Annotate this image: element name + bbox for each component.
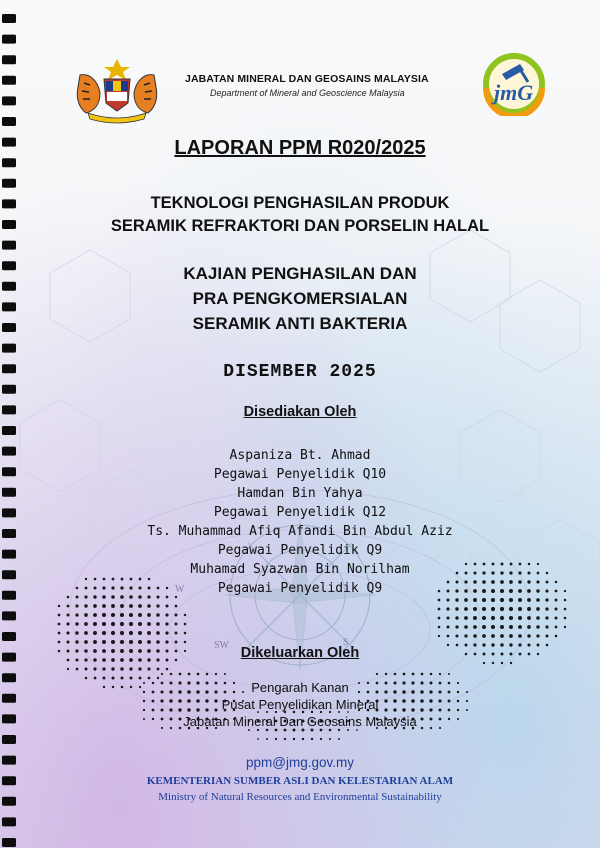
halftone-dot — [58, 623, 61, 626]
halftone-dot — [518, 598, 522, 602]
subtitle-line-3: SERAMIK ANTI BAKTERIA — [192, 314, 408, 333]
halftone-dot — [518, 616, 522, 620]
halftone-dot — [473, 634, 477, 638]
halftone-dot — [275, 729, 278, 732]
halftone-dot — [93, 640, 97, 644]
title-line-1: TEKNOLOGI PENGHASILAN PRODUK — [150, 194, 450, 212]
halftone-dot — [138, 622, 142, 626]
ministry-name-english: Ministry of Natural Resources and Environmental Sustainability — [158, 791, 442, 803]
halftone-dot — [491, 598, 495, 602]
halftone-dot — [438, 599, 441, 602]
halftone-dot — [338, 738, 340, 740]
halftone-dot — [85, 668, 88, 671]
halftone-dot — [302, 738, 304, 740]
halftone-dot — [356, 729, 358, 731]
halftone-dot — [206, 673, 209, 676]
issuer-title: Pengarah Kanan — [251, 680, 349, 695]
halftone-dot — [536, 598, 540, 602]
halftone-dot — [518, 625, 522, 629]
halftone-dot — [482, 598, 486, 602]
halftone-dot — [275, 738, 277, 740]
halftone-dot — [165, 622, 168, 625]
halftone-dot — [482, 616, 486, 620]
halftone-dot — [85, 578, 87, 580]
halftone-dot — [111, 613, 115, 617]
halftone-dot — [311, 738, 313, 740]
halftone-dot — [93, 631, 97, 635]
binding-hole — [2, 241, 16, 250]
halftone-dot — [147, 631, 151, 635]
halftone-dot — [175, 632, 178, 635]
halftone-dot — [447, 626, 450, 629]
halftone-dot — [284, 738, 286, 740]
halftone-dot — [102, 667, 105, 670]
halftone-dot — [66, 613, 69, 616]
halftone-dot — [94, 677, 97, 680]
issuer-department: Jabatan Mineral Dan Geosains Malaysia — [183, 714, 417, 729]
halftone-dot — [156, 622, 160, 626]
halftone-dot — [148, 677, 151, 680]
binding-hole — [2, 117, 16, 126]
halftone-dot — [527, 598, 531, 602]
halftone-dot — [139, 578, 142, 581]
binding-hole — [2, 385, 16, 394]
halftone-dot — [527, 625, 531, 629]
halftone-dot — [75, 640, 78, 643]
halftone-dot — [112, 578, 115, 581]
halftone-dot — [320, 729, 323, 732]
halftone-dot — [147, 640, 151, 644]
halftone-dot — [394, 673, 397, 676]
halftone-dot — [58, 605, 60, 607]
halftone-dot — [438, 617, 441, 620]
halftone-dot — [165, 613, 168, 616]
halftone-dot — [75, 622, 78, 625]
halftone-dot — [464, 598, 468, 602]
halftone-dot — [257, 738, 259, 740]
halftone-dot — [536, 607, 540, 611]
halftone-dot — [170, 673, 173, 676]
halftone-dot — [147, 667, 150, 670]
halftone-dot — [84, 640, 88, 644]
halftone-dot — [67, 605, 70, 608]
halftone-dot — [545, 598, 548, 601]
halftone-dot — [555, 608, 558, 611]
halftone-dot — [166, 668, 169, 671]
halftone-dot — [545, 616, 548, 619]
halftone-dot — [455, 625, 458, 628]
halftone-dot — [138, 604, 142, 608]
halftone-dot — [376, 673, 378, 675]
halftone-dot — [166, 596, 169, 599]
halftone-dot — [555, 626, 558, 629]
halftone-dot — [84, 622, 88, 626]
halftone-dot — [147, 613, 151, 617]
halftone-dot — [464, 634, 467, 637]
halftone-dot — [491, 625, 495, 629]
halftone-dot — [509, 607, 513, 611]
halftone-dot — [500, 607, 504, 611]
binding-hole — [2, 96, 16, 105]
halftone-dot — [338, 729, 340, 731]
halftone-dot — [446, 607, 449, 610]
halftone-dot — [129, 631, 133, 635]
binding-hole — [2, 55, 16, 64]
halftone-dot — [102, 640, 106, 644]
jmg-logo-text: jmG — [494, 80, 534, 105]
halftone-dot — [455, 616, 458, 619]
halftone-dot — [188, 673, 191, 676]
halftone-dot — [130, 578, 133, 581]
halftone-dot — [84, 604, 87, 607]
halftone-dot — [197, 673, 200, 676]
halftone-dot — [111, 667, 114, 670]
halftone-dot — [175, 605, 178, 608]
binding-hole — [2, 14, 16, 23]
binding-hole — [2, 426, 16, 435]
halftone-dot — [527, 634, 530, 637]
halftone-dot — [156, 631, 160, 635]
halftone-dot — [66, 622, 69, 625]
halftone-dot — [93, 613, 97, 617]
report-number: LAPORAN PPM R020/2025 — [174, 137, 426, 159]
binding-hole — [2, 344, 16, 353]
halftone-dot — [138, 631, 142, 635]
halftone-dot — [75, 613, 78, 616]
halftone-dot — [129, 667, 132, 670]
halftone-dot — [157, 677, 159, 679]
halftone-dot — [509, 598, 513, 602]
halftone-dot — [93, 667, 96, 670]
compass-label-sw: SW — [214, 640, 229, 651]
halftone-dot — [138, 667, 141, 670]
halftone-dot — [138, 613, 142, 617]
halftone-dot — [184, 614, 186, 616]
halftone-dot — [455, 634, 458, 637]
binding-hole — [2, 35, 16, 44]
binding-hole — [2, 817, 16, 826]
halftone-dot — [248, 729, 250, 731]
halftone-dot — [509, 616, 513, 620]
halftone-dot — [536, 616, 540, 620]
halftone-dot — [102, 604, 106, 608]
subtitle-line-1: KAJIAN PENGHASILAN DAN — [183, 264, 417, 283]
halftone-dot — [111, 622, 115, 626]
halftone-dot — [473, 607, 477, 611]
halftone-dot — [491, 607, 495, 611]
halftone-dot — [482, 634, 486, 638]
halftone-dot — [93, 622, 97, 626]
ministry-name-malay: KEMENTERIAN SUMBER ASLI DAN KELESTARIAN ALAM — [146, 775, 454, 787]
halftone-dot — [103, 677, 106, 680]
halftone-dot — [412, 673, 415, 676]
halftone-dot — [421, 673, 424, 676]
halftone-dot — [527, 616, 531, 620]
binding-hole — [2, 179, 16, 188]
halftone-dot — [111, 640, 115, 644]
halftone-dot — [148, 578, 151, 581]
halftone-dot — [66, 640, 69, 643]
issuer-centre: Pusat Penyelidikan Mineral — [221, 697, 379, 712]
halftone-dot — [58, 641, 61, 644]
halftone-dot — [129, 640, 133, 644]
halftone-dot — [501, 662, 503, 664]
prepared-by-heading: Disediakan Oleh — [243, 404, 357, 420]
halftone-dot — [175, 641, 178, 644]
halftone-dot — [139, 677, 142, 680]
halftone-dot — [120, 667, 123, 670]
halftone-dot — [545, 607, 548, 610]
halftone-dot — [120, 622, 124, 626]
halftone-dot — [430, 673, 433, 676]
halftone-dot — [555, 635, 558, 638]
halftone-dot — [103, 578, 106, 581]
halftone-dot — [165, 604, 168, 607]
halftone-dot — [184, 632, 187, 635]
halftone-dot — [510, 662, 512, 664]
halftone-dot — [555, 617, 558, 620]
halftone-dot — [500, 634, 504, 638]
halftone-dot — [446, 616, 449, 619]
halftone-dot — [455, 607, 458, 610]
contact-email: ppm@jmg.gov.my — [246, 755, 354, 770]
halftone-dot — [500, 598, 504, 602]
halftone-dot — [555, 599, 558, 602]
halftone-dot — [482, 625, 486, 629]
subtitle-line-2: PRA PENGKOMERSIALAN — [192, 289, 408, 308]
halftone-dot — [120, 604, 124, 608]
author-name: Hamdan Bin Yahya — [237, 486, 363, 501]
halftone-dot — [147, 622, 151, 626]
halftone-dot — [473, 598, 477, 602]
halftone-dot — [464, 607, 468, 611]
halftone-dot — [157, 668, 160, 671]
binding-hole — [2, 611, 16, 620]
halftone-dot — [184, 641, 187, 644]
halftone-dot — [545, 625, 548, 628]
jmg-logo-icon — [476, 52, 556, 116]
halftone-dot — [129, 604, 133, 608]
halftone-dot — [492, 662, 494, 664]
halftone-dot — [138, 640, 142, 644]
halftone-dot — [111, 631, 115, 635]
halftone-dot — [94, 578, 97, 581]
halftone-dot — [175, 596, 177, 598]
halftone-dot — [215, 673, 217, 675]
halftone-dot — [564, 599, 567, 602]
author-title: Pegawai Penyelidik Q10 — [213, 467, 387, 482]
halftone-dot — [76, 668, 79, 671]
halftone-dot — [491, 634, 495, 638]
author-title: Pegawai Penyelidik Q9 — [217, 581, 383, 596]
halftone-dot — [293, 738, 295, 740]
halftone-dot — [329, 738, 331, 740]
halftone-dot — [473, 616, 477, 620]
issued-by-heading: Dikeluarkan Oleh — [240, 645, 360, 661]
halftone-dot — [527, 607, 531, 611]
halftone-dot — [58, 632, 61, 635]
halftone-dot — [564, 608, 567, 611]
halftone-dot — [175, 623, 178, 626]
halftone-dot — [66, 631, 69, 634]
author-name: Muhamad Syazwan Bin Norilham — [190, 562, 410, 577]
halftone-dot — [509, 634, 513, 638]
halftone-dot — [564, 626, 566, 628]
halftone-dot — [320, 738, 322, 740]
binding-hole — [2, 838, 16, 847]
halftone-dot — [518, 607, 522, 611]
agency-name-english: Department of Mineral and Geoscience Malaysia — [210, 88, 405, 98]
halftone-dot — [438, 626, 441, 629]
halftone-dot — [84, 631, 88, 635]
halftone-dot — [439, 673, 441, 675]
halftone-dot — [111, 604, 115, 608]
halftone-dot — [120, 640, 124, 644]
agency-name-malay: JABATAN MINERAL DAN GEOSAINS MALAYSIA — [185, 73, 429, 85]
halftone-dot — [161, 673, 163, 675]
halftone-dot — [156, 604, 159, 607]
report-date: DISEMBER 2025 — [223, 362, 377, 382]
author-title: Pegawai Penyelidik Q12 — [213, 505, 387, 520]
halftone-dot — [347, 729, 349, 731]
binding-hole — [2, 76, 16, 85]
halftone-dot — [482, 607, 486, 611]
halftone-dot — [500, 616, 504, 620]
halftone-dot — [147, 604, 151, 608]
halftone-dot — [175, 614, 178, 617]
halftone-dot — [102, 631, 106, 635]
halftone-dot — [491, 616, 495, 620]
halftone-dot — [500, 625, 504, 629]
halftone-dot — [509, 625, 513, 629]
halftone-dot — [536, 634, 539, 637]
halftone-dot — [102, 622, 106, 626]
halftone-dot — [75, 631, 78, 634]
halftone-dot — [438, 635, 440, 637]
halftone-dot — [75, 604, 78, 607]
halftone-dot — [329, 729, 332, 732]
author-title: Pegawai Penyelidik Q9 — [217, 543, 383, 558]
halftone-dot — [284, 729, 287, 732]
halftone-dot — [266, 729, 269, 732]
compass-label-w: W — [175, 584, 185, 595]
halftone-dot — [120, 613, 124, 617]
halftone-dot — [257, 729, 259, 731]
malaysia-coat-of-arms-icon — [68, 57, 166, 125]
halftone-dot — [464, 625, 468, 629]
halftone-dot — [266, 738, 268, 740]
halftone-dot — [385, 673, 387, 675]
halftone-dot — [473, 625, 477, 629]
halftone-dot — [102, 613, 106, 617]
halftone-dot — [156, 640, 160, 644]
halftone-dot — [85, 677, 88, 680]
halftone-dot — [464, 616, 468, 620]
halftone-dot — [67, 596, 70, 599]
halftone-dot — [58, 614, 61, 617]
halftone-dot — [455, 598, 458, 601]
halftone-dot — [564, 617, 567, 620]
halftone-dot — [129, 622, 133, 626]
halftone-dot — [446, 598, 449, 601]
halftone-dot — [165, 640, 168, 643]
halftone-dot — [448, 673, 450, 675]
halftone-dot — [546, 635, 549, 638]
halftone-dot — [438, 608, 441, 611]
author-name: Ts. Muhammad Afiq Afandi Bin Abdul Aziz — [147, 524, 453, 539]
halftone-dot — [536, 625, 539, 628]
halftone-dot — [403, 673, 406, 676]
halftone-dot — [179, 673, 182, 676]
halftone-dot — [67, 668, 69, 670]
halftone-dot — [156, 613, 160, 617]
halftone-dot — [483, 662, 485, 664]
halftone-dot — [518, 634, 522, 638]
compass-label-s: S — [343, 637, 349, 648]
halftone-dot — [184, 623, 187, 626]
halftone-dot — [120, 631, 124, 635]
halftone-dot — [129, 613, 133, 617]
binding-hole — [2, 735, 16, 744]
title-line-2: SERAMIK REFRAKTORI DAN PORSELIN HALAL — [110, 217, 490, 235]
halftone-dot — [224, 673, 226, 675]
binding-hole — [2, 632, 16, 641]
author-name: Aspaniza Bt. Ahmad — [229, 448, 371, 463]
halftone-dot — [165, 631, 168, 634]
halftone-dot — [93, 604, 97, 608]
halftone-dot — [121, 578, 124, 581]
halftone-dot — [447, 635, 450, 638]
halftone-dot — [84, 613, 88, 617]
